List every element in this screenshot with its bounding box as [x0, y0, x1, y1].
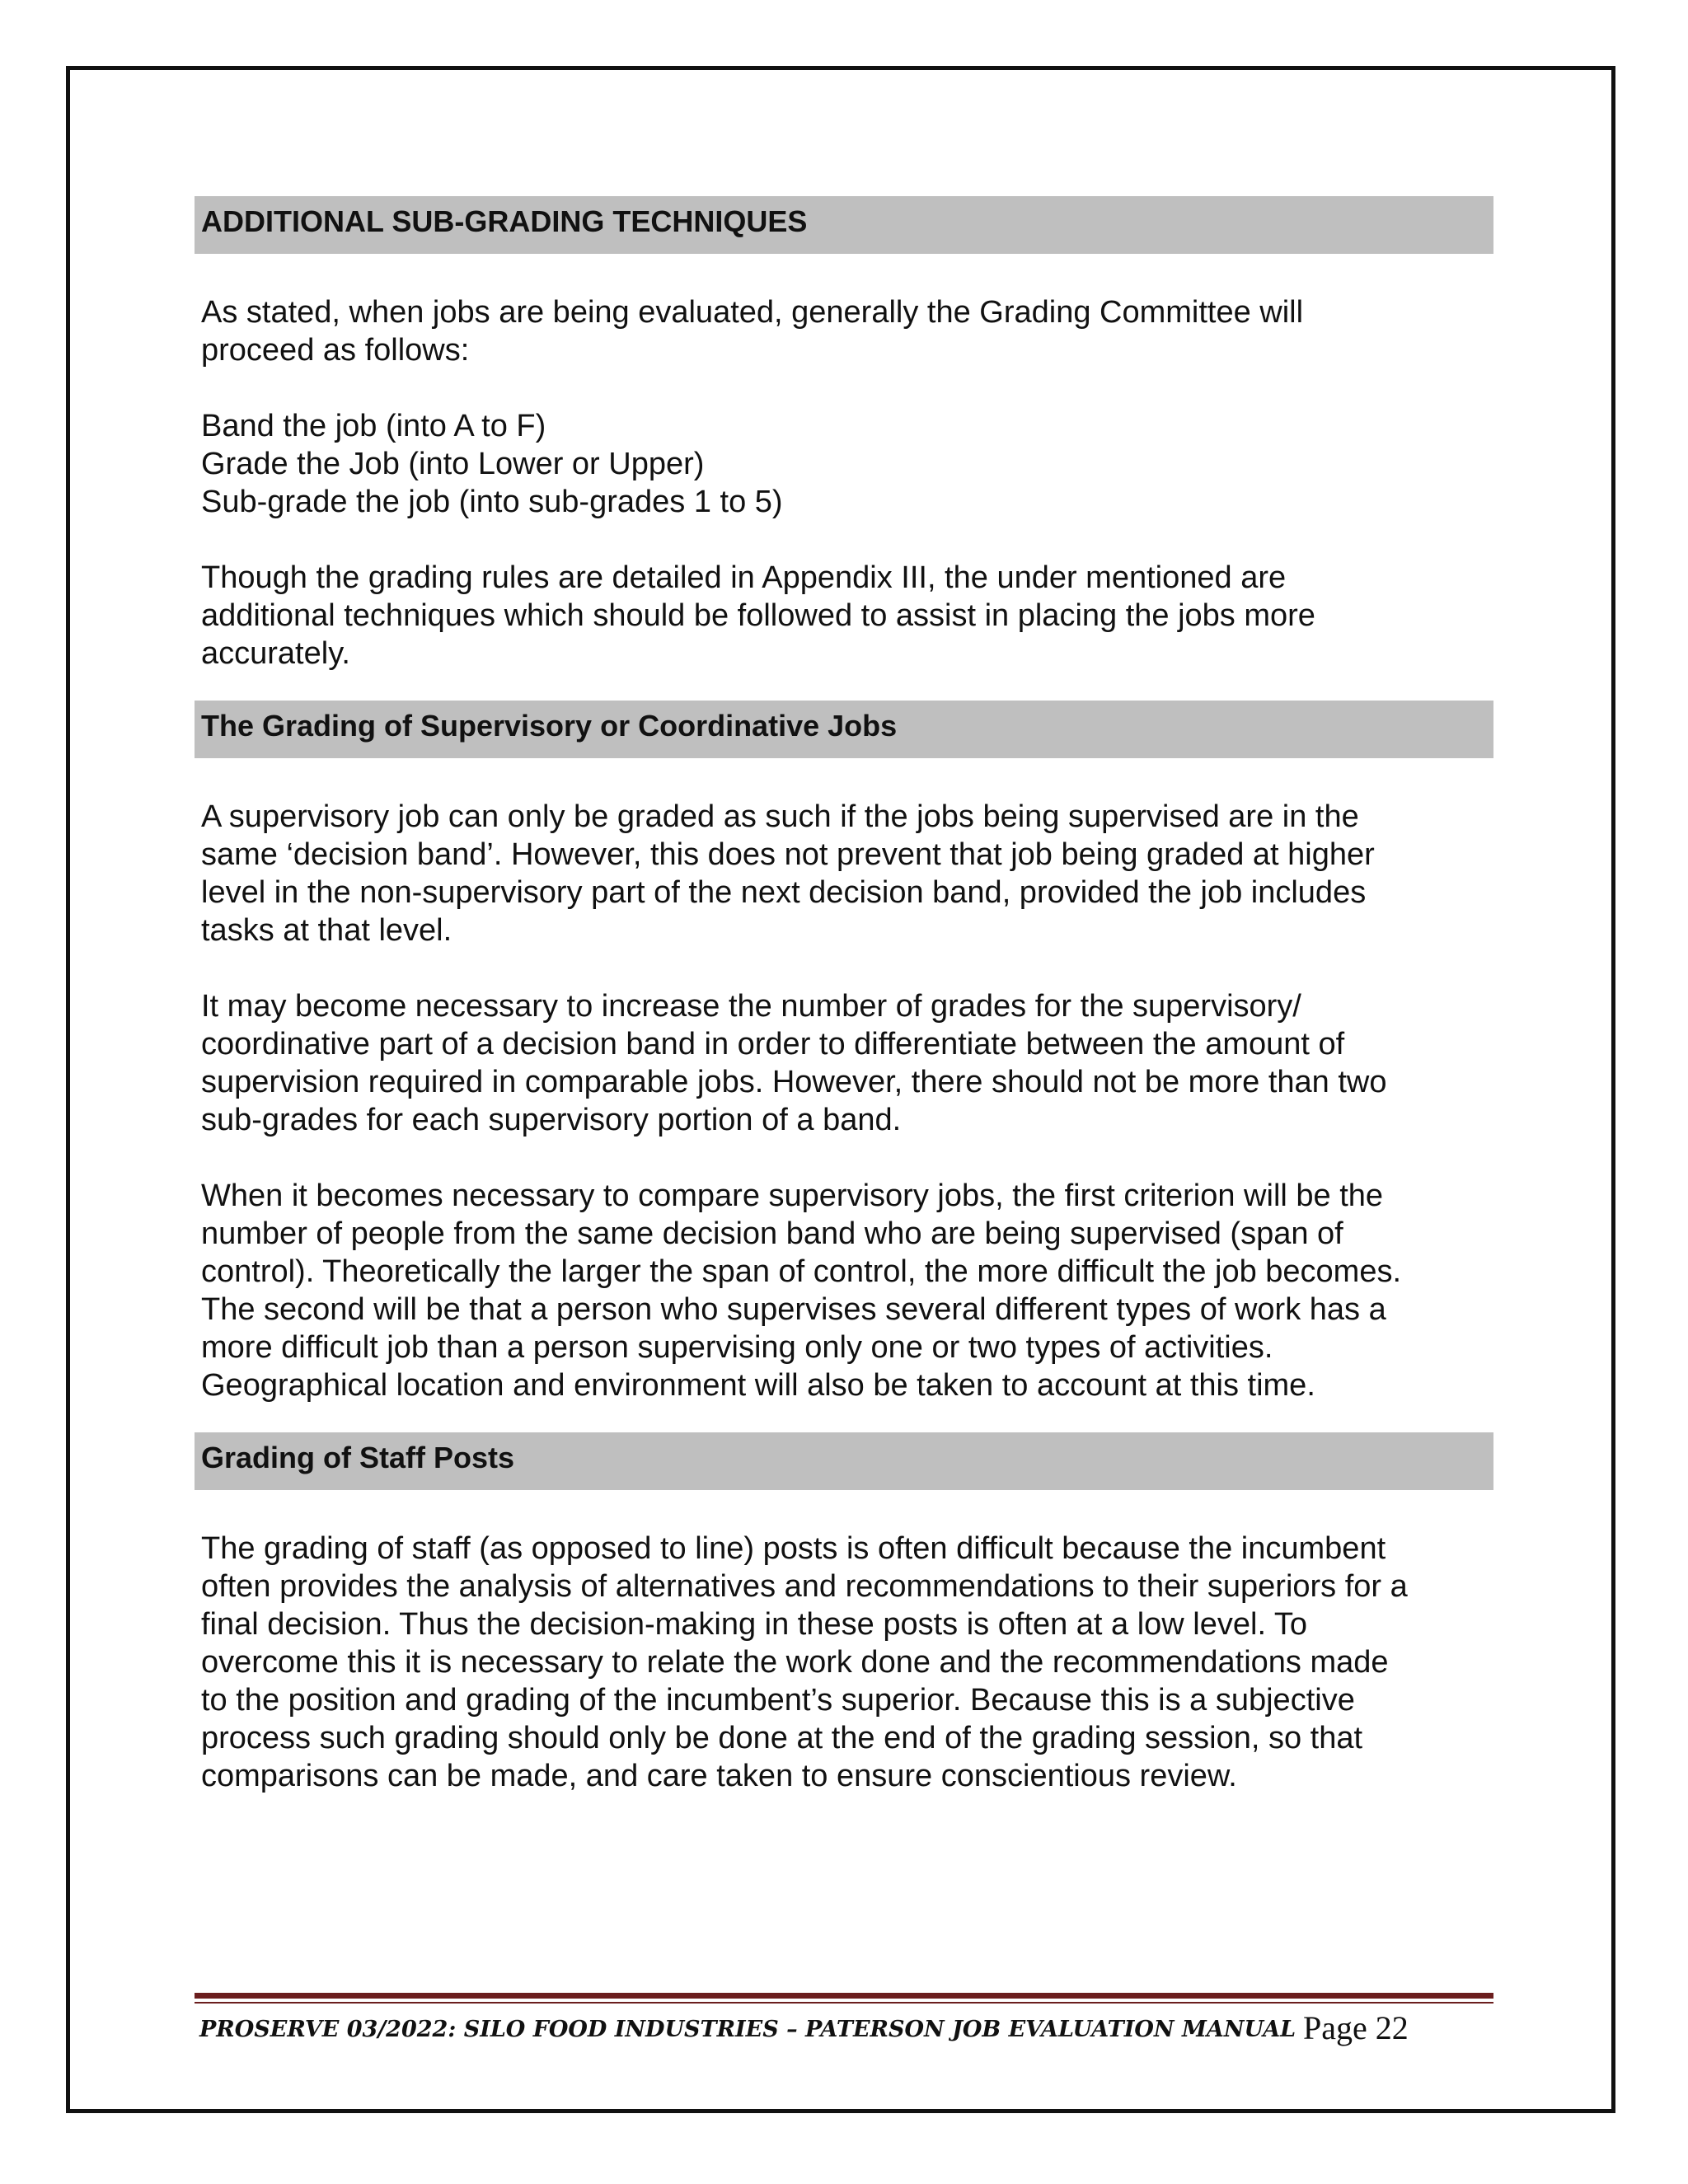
text-line: tasks at that level.	[201, 913, 452, 948]
text-line: sub-grades for each supervisory portion of a band.	[201, 1103, 902, 1137]
steps-list	[195, 407, 1493, 521]
paragraph-intro	[195, 293, 1493, 369]
paragraph-supervisory-2	[195, 987, 1493, 1139]
text-line: proceed as follows:	[201, 333, 470, 368]
text-line: more difficult job than a person supervising only one or two types of activities.	[201, 1330, 1273, 1365]
footer-document-title: PROSERVE 03/2022: SILO FOOD INDUSTRIES – PATERSON JOB EVALUATION MANUAL	[199, 2017, 1296, 2042]
page-number: Page 22	[1303, 2009, 1409, 2046]
text-line: accurately.	[201, 636, 350, 671]
text-line: overcome this it is necessary to relate the work done and the recommendations made	[201, 1645, 1389, 1680]
paragraph-supervisory-1	[195, 798, 1493, 949]
text-line: often provides the analysis of alternatives and recommendations to their superiors for a	[201, 1569, 1408, 1604]
text-line: to the position and grading of the incumbent’s superior. Because this is a subjective	[201, 1683, 1355, 1718]
section-header-additional-sub-grading: ADDITIONAL SUB-GRADING TECHNIQUES	[195, 196, 1493, 254]
page-content	[195, 196, 1493, 1795]
text-line: final decision. Thus the decision-making in these posts is often at a low level. To	[201, 1607, 1308, 1642]
text-line: The second will be that a person who supervises several different types of work has a	[201, 1292, 1386, 1327]
list-item: Sub-grade the job (into sub-grades 1 to 5)	[201, 485, 783, 519]
text-line: number of people from the same decision band who are being supervised (span of	[201, 1216, 1343, 1251]
text-line: Though the grading rules are detailed in Appendix III, the under mentioned are	[201, 560, 1287, 595]
text-line: Geographical location and environment will also be taken to account at this time.	[201, 1368, 1315, 1403]
list-item: Grade the Job (into Lower or Upper)	[201, 447, 705, 481]
text-line: When it becomes necessary to compare supervisory jobs, the first criterion will be the	[201, 1179, 1384, 1213]
section-header-supervisory-jobs: The Grading of Supervisory or Coordinative Jobs	[195, 701, 1493, 758]
footer-rule	[195, 1993, 1493, 1999]
text-line: process such grading should only be done at the end of the grading session, so that	[201, 1721, 1363, 1755]
paragraph-grading-rules	[195, 559, 1493, 673]
text-line: same ‘decision band’. However, this does not prevent that job being graded at higher	[201, 837, 1375, 872]
text-line: As stated, when jobs are being evaluated, generally the Grading Committee will	[201, 295, 1304, 330]
text-line: level in the non-supervisory part of the next decision band, provided the job includes	[201, 875, 1367, 910]
text-line: control). Theoretically the larger the span of control, the more difficult the job becomes.	[201, 1254, 1402, 1289]
text-line: additional techniques which should be followed to assist in placing the jobs more	[201, 598, 1315, 633]
text-line: comparisons can be made, and care taken to ensure conscientious review.	[201, 1759, 1237, 1793]
text-line: It may become necessary to increase the number of grades for the supervisory/	[201, 989, 1301, 1024]
text-line: supervision required in comparable jobs. However, there should not be more than two	[201, 1065, 1387, 1099]
text-line: coordinative part of a decision band in order to differentiate between the amount of	[201, 1027, 1345, 1062]
list-item: Band the job (into A to F)	[201, 409, 546, 443]
section-header-staff-posts: Grading of Staff Posts	[195, 1432, 1493, 1490]
text-line: The grading of staff (as opposed to line) posts is often difficult because the incumbent	[201, 1531, 1386, 1566]
text-line: A supervisory job can only be graded as such if the jobs being supervised are in the	[201, 799, 1359, 834]
footer-rule-thin	[195, 2002, 1493, 2004]
paragraph-staff-posts	[195, 1530, 1493, 1795]
paragraph-supervisory-3	[195, 1177, 1493, 1404]
